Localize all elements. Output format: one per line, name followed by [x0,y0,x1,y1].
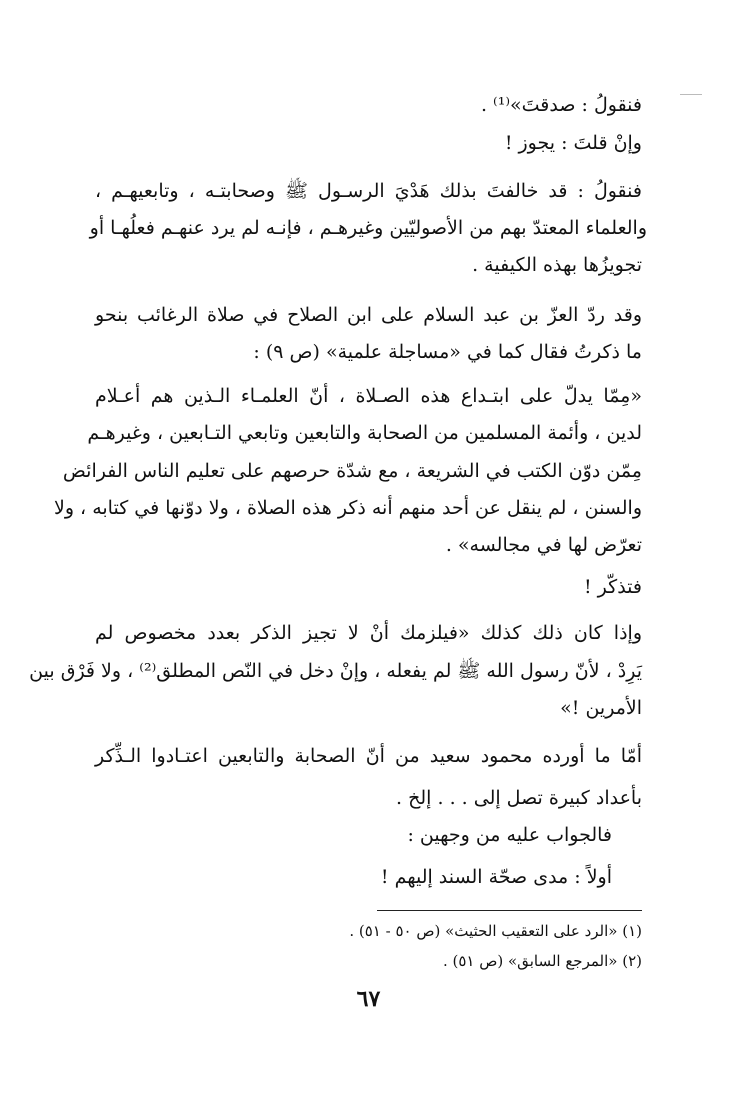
text-line: والعلماء المعتدّ بهم من الأصوليّين وغيرهـم ، فإنـه لم يرد عنهـم فعلُهـا أو [89,217,647,239]
text-line: وقد ردّ العزّ بن عبد السلام على ابن الصلاح في صلاة الرغائب بنحو [95,304,642,326]
text-line: لدين ، وأئمة المسلمين من الصحابة والتابعين وتابعي التـابعين ، وغيرهـم [87,422,642,444]
text-line: فنقولُ : قد خالفتَ بذلك هَدْيَ الرسـول ﷺ وصحابتـه ، وتابعيهـم ، [95,180,642,202]
text-line: فتذكّر ! [584,576,642,598]
text-line: وإذا كان ذلك كذلك «فيلزمك أنْ لا تجيز الذكر بعدد مخصوص لم [95,622,642,644]
text-line: والسنن ، لم ينقل عن أحد منهم أنه ذكر هذه الصلاة ، ولا دوّنها في كتابه ، ولا [53,497,642,519]
text-line: أمّا ما أورده محمود سعيد من أنّ الصحابة والتابعين اعتـادوا الـذِّكر [95,745,642,767]
footnote: (٢) «المرجع السابق» (ص ٥١) . [442,952,642,970]
text-line: وإنْ قلتَ : يجوز ! [504,132,642,154]
footnote: (١) «الرد على التعقيب الحثيث» (ص ٥٠ - ٥١) . [349,922,642,940]
text-line: مِمّن دوّن الكتب في الشريعة ، مع شدّة حرصهم على تعليم الناس الفرائض [62,460,642,482]
margin-mark [680,94,702,95]
text-line: فنقولُ : صدقتَ»⁽¹⁾ . [480,94,642,116]
text-line: ما ذكرتُ فقال كما في «مساجلة علمية» (ص ٩) : [253,341,642,363]
text-line: تعرّض لها في مجالسه» . [445,534,642,556]
text-line: «مِمّا يدلّ على ابتـداع هذه الصـلاة ، أنّ العلمـاء الـذين هم أعـلام [95,385,642,407]
text-line: يَرِدْ ، لأنّ رسول الله ﷺ لم يفعله ، وإنْ دخل في النّص المطلق⁽²⁾ ، ولا فَرْق بين [29,660,642,682]
footnote-separator [377,910,642,911]
text-line: أولاً : مدى صحّة السند إليهم ! [380,866,612,888]
page-number: ٦٧ [356,986,381,1012]
text-line: بأعداد كبيرة تصل إلى . . . إلخ . [396,787,642,809]
text-line: الأمرين !» [560,697,642,719]
text-line: تجويزُها بهذه الكيفية . [472,254,642,276]
text-line: فالجواب عليه من وجهين : [407,824,612,846]
